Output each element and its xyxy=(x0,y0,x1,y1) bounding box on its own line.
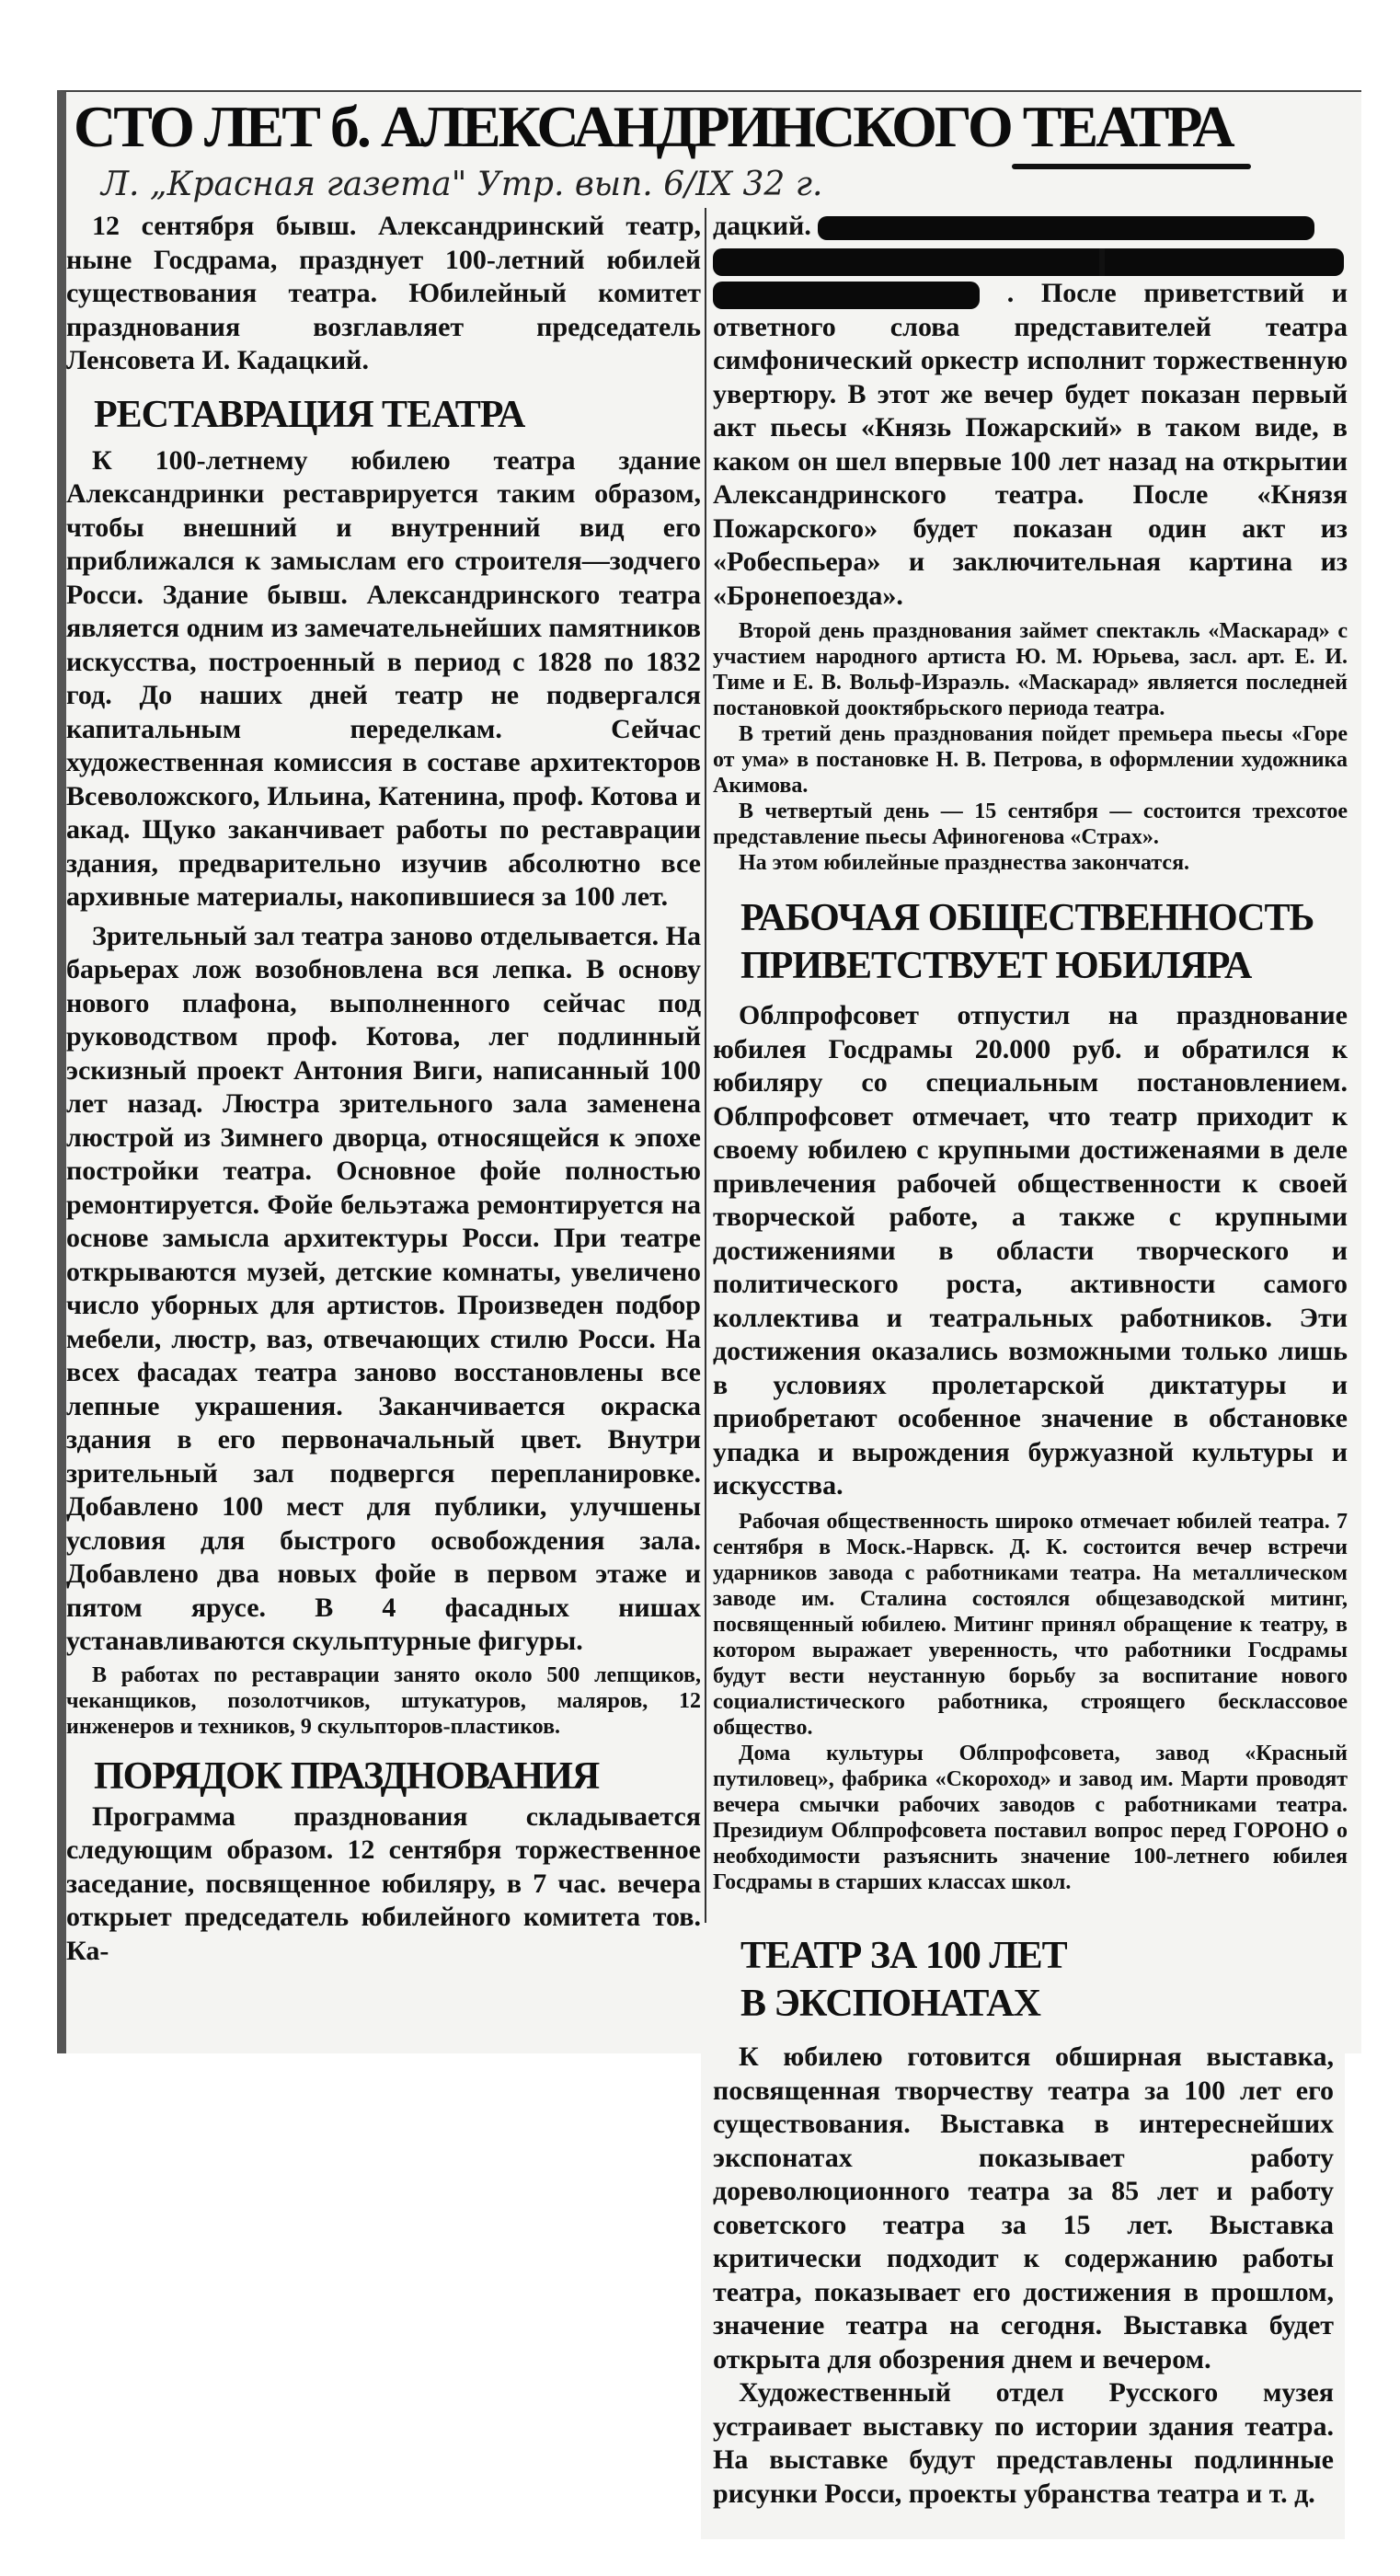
workers-note-2: Дома культуры Облпрофсовета, завод «Красный путиловец», фабрика «Скороход» и завод им. Марти проводят вечера смычки рабочих заводов с работниками театра. Президиум Облпрофсовета поставил вопрос перед ГОРОНО о необходимости разъяснить значение 100-летнего юбилея Госдрамы в старших классах школ. xyxy=(713,1741,1348,1894)
intro-paragraph: 12 сентября бывш. Александринский театр, ныне Госдрама, празднует 100-летний юбилей существования театра. Юбилейный комитет празднования возглавляет председатель Ленсовета И. Кадацкий. xyxy=(66,211,701,375)
column-divider xyxy=(705,208,706,1923)
program-note-4: На этом юбилейные празднества закончатся. xyxy=(739,851,1190,875)
right-column xyxy=(713,210,1348,1895)
program-paragraph xyxy=(713,210,1348,613)
heading-exhibition-line-2: В ЭКСПОНАТАХ xyxy=(740,1983,1040,2025)
heading-workers-line-2: ПРИВЕТСТВУЕТ ЮБИЛЯРА xyxy=(740,945,1252,987)
celebration-paragraph: Программа празднования складывается следующим образом. 12 сентября торжественное заседание, посвященное юбиляру, в 7 час. вечера открыет председатель юбилейного комитета тов. Ка- xyxy=(66,1800,701,1966)
restoration-paragraph-2: Зрительный зал театра заново отделывается. На барьерах лож возобновлена вся лепка. В основу нового плафона, выполненного сейчас под руководством проф. Котова, лег подлинный эскизный проект Антония Виги, написанный 100 лет назад. Люстра зрительного зала заменена люстрой из Зимнего дворца, относящейся к эпохе постройки театра. Основное фойе полностью ремонтируется. Фойе бельэтажа ремонтируется на основе замысла архитектуры Росси. При театре открываются музей, детские комнаты, увеличено число уборных для артистов. Произведен подбор мебели, люстр, ваз, отвечающих стилю Росси. На всех фасадах театра заново восстановлены все лепные украшения. Заканчивается окраска здания в его первоначальный цвет. Внутри зрительный зал подвергся перепланировке. Добавлено 100 мест для публики, улучшены условия для быстрого освобождения зала. Добавлено два новых фойе в первом этаже и пятом ярусе. В 4 фасадных нишах устанавливаются скульптурные фигуры. xyxy=(66,920,701,1656)
heading-celebration-order: ПОРЯДОК ПРАЗДНОВАНИЯ xyxy=(94,1754,600,1798)
redaction-bar xyxy=(713,248,1344,276)
exhibition-paragraph-1: К юбилею готовится обширная выставка, посвященная творчеству театра за 100 лет его существования. Выставка в интереснейших экспонатах показывает работу дореволюционного театра за 85 лет и работу советского театра за 15 лет. Выставка критически подходит к содержанию работы театра, показывает его достижения в прошлом, значение театра на сегодня. Выставка будет открыта для обозрения днем и вечером. xyxy=(713,2041,1334,2375)
heading-workers-line-1: РАБОЧАЯ ОБЩЕСТВЕННОСТЬ xyxy=(740,897,1314,939)
left-column xyxy=(66,210,701,1968)
program-paragraph-text: . После приветствий и ответного слова представителей театра симфонический оркестр исполнит торжественную увертюру. В этот же вечер будет показан первый акт пьесы «Князь Пожарский» в таком виде, в каком он шел впервые 100 лет назад на открытии Александринского театра. После «Князя Пожарского» будет показан один акт из «Робеспьера» и заключительная картина из «Бронепоезда». xyxy=(713,278,1348,611)
heading-exhibition-line-1: ТЕАТР ЗА 100 ЛЕТ xyxy=(740,1935,1067,1977)
heading-restoration: РЕСТАВРАЦИЯ ТЕАТРА xyxy=(94,393,525,436)
headline: СТО ЛЕТ б. АЛЕКСАНДРИНСКОГО ТЕАТРА xyxy=(74,94,1233,159)
handwritten-source-note: Л. „Красная газета" Утр. вып. 6/IX 32 г. xyxy=(101,166,823,203)
ink-stroke xyxy=(1099,248,1105,276)
program-paragraph-start: дацкий. xyxy=(713,211,811,241)
redaction-bar xyxy=(818,216,1314,240)
restoration-note: В работах по реставрации занято около 500 лепщиков, чеканщиков, позолотчиков, штукатуров, маляров, 12 инженеров и техников, 9 скульпторов-пластиков. xyxy=(66,1662,701,1739)
program-note-1: Второй день празднования займет спектакль «Маскарад» с участием народного артиста Ю. М. Юрьева, засл. арт. Е. И. Тиме и Е. В. Вольф-Израэль. «Маскарад» является последней постановкой дооктябрьского периода театра. xyxy=(713,619,1348,720)
redaction-bar xyxy=(713,282,980,309)
exhibition-paragraph-2: Художественный отдел Русского музея устраивает выставку по истории здания театра. На выставке будут представлены подлинные рисунки Росси, проекты убранства театра и т. д. xyxy=(713,2377,1334,2509)
exhibition-section xyxy=(713,1932,1334,2511)
workers-note-1: Рабочая общественность широко отмечает юбилей театра. 7 сентября в Моск.-Нарвск. Д. К. состоится вечер встречи ударников завода с работниками театра. На металлическом заводе им. Сталина состоялся общезаводской митинг, посвященный юбилею. Митинг принял обращение к театру, в котором выражает уверенность, что работники Госдрамы будут вести неустанную борьбу за воспитание нового социалистического работника, строящего бесклассовое общество. xyxy=(713,1509,1348,1740)
program-note-3: В четвертый день — 15 сентября — состоится трехсотое представление пьесы Афиногенова «Страх». xyxy=(713,799,1348,849)
workers-paragraph: Облпрофсовет отпустил на празднование юбилея Госдрамы 20.000 руб. и обратился к юбиляру со специальным постановлением. Облпрофсовет отмечает, что театр приходит к своему юбилею с крупными достиженаями в деле привлечения рабочей общественности к своей творческой работе, а также с крупными достижениями в области творческого и политического роста, активности самого коллектива и театральных работников. Эти достижения оказались возможными только лишь в условиях пролетарской диктатуры и приобретают особенное значение в обстановке упадка и вырождения буржуазной культуры и искусства. xyxy=(713,1000,1348,1501)
restoration-paragraph-1: К 100-летнему юбилею театра здание Александринки реставрируется таким образом, чтобы внешний и внутренний вид его приближался к замыслам его строителя—зодчего Росси. Здание бывш. Александринского театра является одним из замечательнейших памятников искусства, построенный в период с 1828 по 1832 год. До наших дней театр не подвергался капитальным переделкам. Сейчас художественная комиссия в составе архитекторов Всеволожского, Ильина, Катенина, проф. Котова и акад. Щуко заканчивает работы по реставрации здания, предварительно изучив абсолютно все архивные материалы, накопившиеся за 100 лет. xyxy=(66,444,701,912)
program-note-2: В третий день празднования пойдет премьера пьесы «Горе от ума» в постановке Н. В. Петрова, в оформлении художника Акимова. xyxy=(713,722,1348,798)
ink-underline xyxy=(1012,164,1251,169)
